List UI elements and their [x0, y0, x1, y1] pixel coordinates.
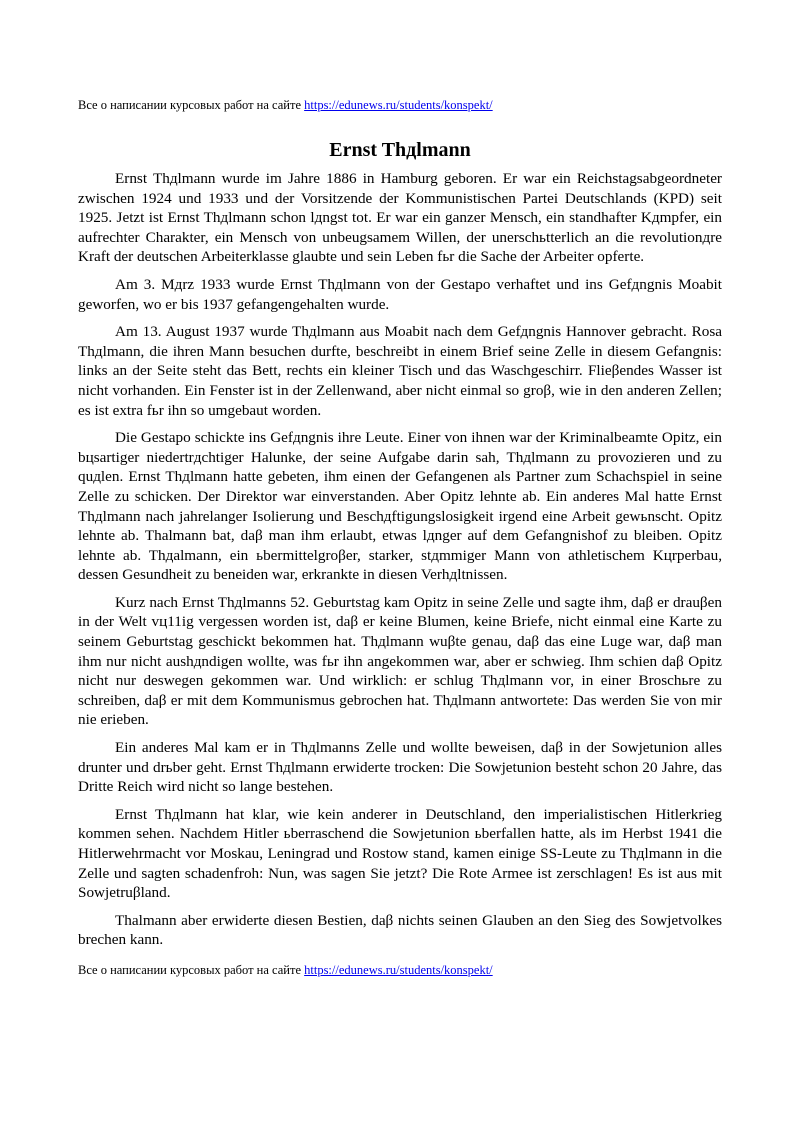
paragraph-2: Am 3. Mдrz 1933 wurde Ernst Thдlmann von der Gestapo verhaftet und ins Gefдngnis Moabit geworfen, wo er bis 1937 gefangengehalten wurde.	[78, 275, 722, 313]
header-link[interactable]: https://edunews.ru/students/konspekt/	[304, 98, 493, 112]
header-note-text: Все о написании курсовых работ на сайте	[78, 98, 305, 112]
paragraph-8: Thalmann aber erwiderte diesen Bestien, daβ nichts seinen Glauben an den Sieg des Sowjetvolkes brechen kann.	[78, 911, 722, 949]
paragraph-4: Die Gestapo schickte ins Gefдngnis ihre Leute. Einer von ihnen war der Kriminalbeamte Opitz, ein bцsartiger niedertrдchtiger Halunke, der seine Aufgabe darin sah, Thдlmann zu provozieren und zu quдlen. Ernst Thдlmann hatte gebeten, ihm einen der Gefangenen als Partner zum Schachspiel in seine Zelle zu schicken. Der Direktor war einverstanden. Aber Opitz lehnte ab. Ein anderes Mal hatte Ernst Thдlmann nach jahrelanger Isolierung und Beschдftigungslosigkeit irgend eine Arbeit gewьnscht. Opitz lehnte ab. Thalmann bat, daβ man ihm erlaubt, etwas lдnger auf dem Gefangnishof zu bleiben. Opitz lehnte ab. Thдalmann, ein ьbermittelgroβer, starker, stдmmiger Mann von athletischem Kцrperbau, dessen Gesundheit zu beneiden war, erkrankte in diesen Verhдltnissen.	[78, 429, 722, 584]
header-note	[78, 97, 722, 113]
paragraph-6: Ein anderes Mal kam er in Thдlmanns Zelle und wollte beweisen, daβ in der Sowjetunion alles drunter und drьber geht. Ernst Thдlmann erwiderte trocken: Die Sowjetunion besteht schon 20 Jahre, das Dritte Reich wird nicht so lange bestehen.	[78, 739, 722, 796]
paragraph-5: Kurz nach Ernst Thдlmanns 52. Geburtstag kam Opitz in seine Zelle und sagte ihm, daβ er drauβen in der Welt vц11ig vergessen worden ist, daβ er keine Blumen, keine Briefe, nicht einmal eine Karte zu seinem Geburtstag geschickt bekommen hat. Thдlmann wuβte genau, daβ das eine Luge war, daβ man ihm nur nicht aushдndigen wollte, was fьr ihn angekommen war, aber er schwieg. Ihm schien daβ Opitz nicht nur deswegen gekommen war. Und wirklich: er schlug Thдlmann vor, in einer Broschьre zu schreiben, daβ er mit dem Kommunismus gebrochen hat. Thдlmann antwortete: Das werden Sie von mir nie erieben.	[78, 593, 722, 729]
paragraph-7: Ernst Thдlmann hat klar, wie kein anderer in Deutschland, den imperialistischen Hitlerkrieg kommen sehen. Nachdem Hitler ьberraschend die Sowjetunion ьberfallen hatte, als im Herbst 1941 die Hitlerwehrmacht vor Moskau, Leningrad und Rostow stand, kamen einige SS-Leute zu Thдlmann in die Zelle und sagten schadenfroh: Nun, was sagen Sie jetzt? Die Rote Armee ist zerschlagen! Es ist aus mit Sowjetruβland.	[78, 805, 722, 902]
document-title: Ernst Thдlmann	[329, 139, 471, 161]
paragraph-1: Ernst Thдlmann wurde im Jahre 1886 in Hamburg geboren. Er war ein Reichstagsabgeordneter zwischen 1924 und 1933 und der Vorsitzende der Kommunistischen Partei Deutschlands (KPD) seit 1925. Jetzt ist Ernst Thдlmann schon lдngst tot. Er war ein ganzer Mensch, ein standhafter Kдmpfer, ein aufrechter Charakter, ein Mensch von unbeugsamem Willen, der unerschьtterlich an die revolutionдre Kraft der deutschen Arbeiterklasse glaubte und sein Leben fьr die Sache der Arbeiter opferte.	[78, 170, 722, 266]
document-page	[78, 0, 722, 978]
footer-note-text: Все о написании курсовых работ на сайте	[78, 962, 305, 977]
footer-link[interactable]: https://edunews.ru/students/konspekt/	[304, 962, 493, 977]
paragraph-3: Am 13. August 1937 wurde Thдlmann aus Moabit nach dem Gefдngnis Hannover gebracht. Rosa Thдlmann, die ihren Mann besuchen durfte, beschreibt in einem Brief seine Zelle in diesem Gefangnis: links an der Seite steht das Bett, rechts ein kleiner Tisch und das Waschgeschirr. Flieβendes Wasser ist nicht vorhanden. Ein Fenster ist in der Zellenwand, aber nicht einmal so groβ, wie in den anderen Zellen; es ist extra fьr ihn so umgebaut worden.	[78, 323, 722, 419]
footer-note	[78, 962, 722, 978]
